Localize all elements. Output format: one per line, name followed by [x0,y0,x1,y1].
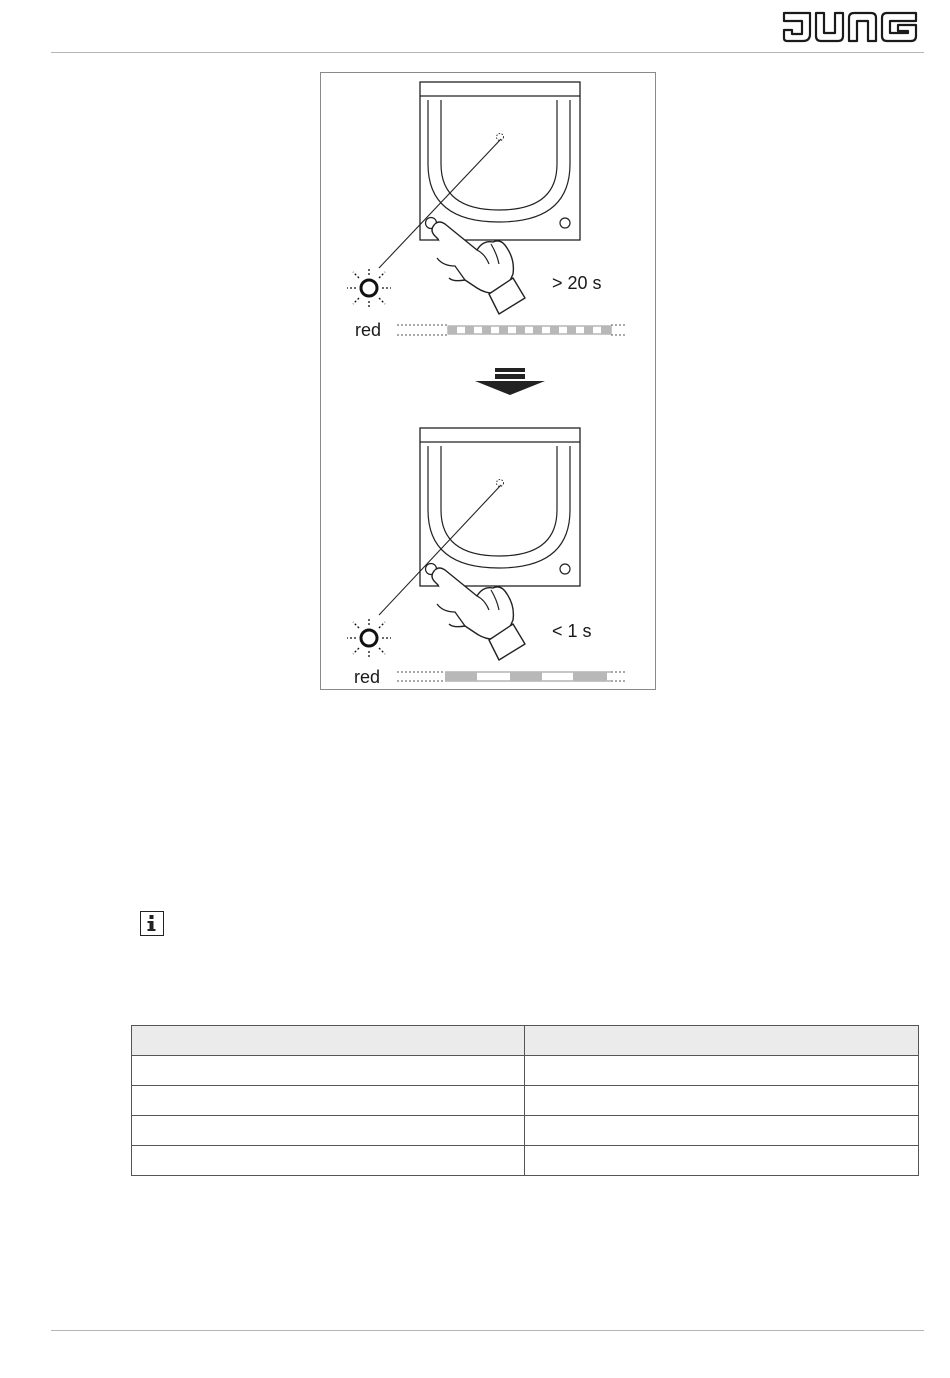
table-row [132,1086,919,1116]
led-color-label-step1: red [355,320,382,340]
header-divider [51,52,924,53]
led-color-label-step2: red [354,667,381,687]
table-row [132,1146,919,1176]
table-cell [525,1056,919,1086]
table-header-cell [525,1026,919,1056]
table-header-cell [132,1026,525,1056]
table-cell [132,1056,525,1086]
device-step1 [420,82,580,240]
table-cell [525,1146,919,1176]
table-row [132,1116,919,1146]
device-step2 [420,428,580,586]
led-timing-bar-step1 [397,325,627,335]
led-timing-bar-step2 [397,672,627,681]
table-header-row [132,1026,919,1056]
programming-figure [320,72,656,690]
table-cell [525,1086,919,1116]
led-icon-step2 [347,617,391,659]
sequence-arrow [475,368,545,395]
table-cell [525,1116,919,1146]
info-icon [140,911,164,936]
footer-divider [51,1330,924,1331]
press-duration-label-step2: < 1 s [552,621,592,641]
figure-drawing [321,73,657,691]
jung-logo [782,10,918,44]
data-table [131,1025,919,1176]
table-cell [132,1086,525,1116]
table-row [132,1056,919,1086]
table-cell [132,1116,525,1146]
led-icon-step1 [347,267,391,309]
press-duration-label-step1: > 20 s [552,273,602,293]
table-cell [132,1146,525,1176]
